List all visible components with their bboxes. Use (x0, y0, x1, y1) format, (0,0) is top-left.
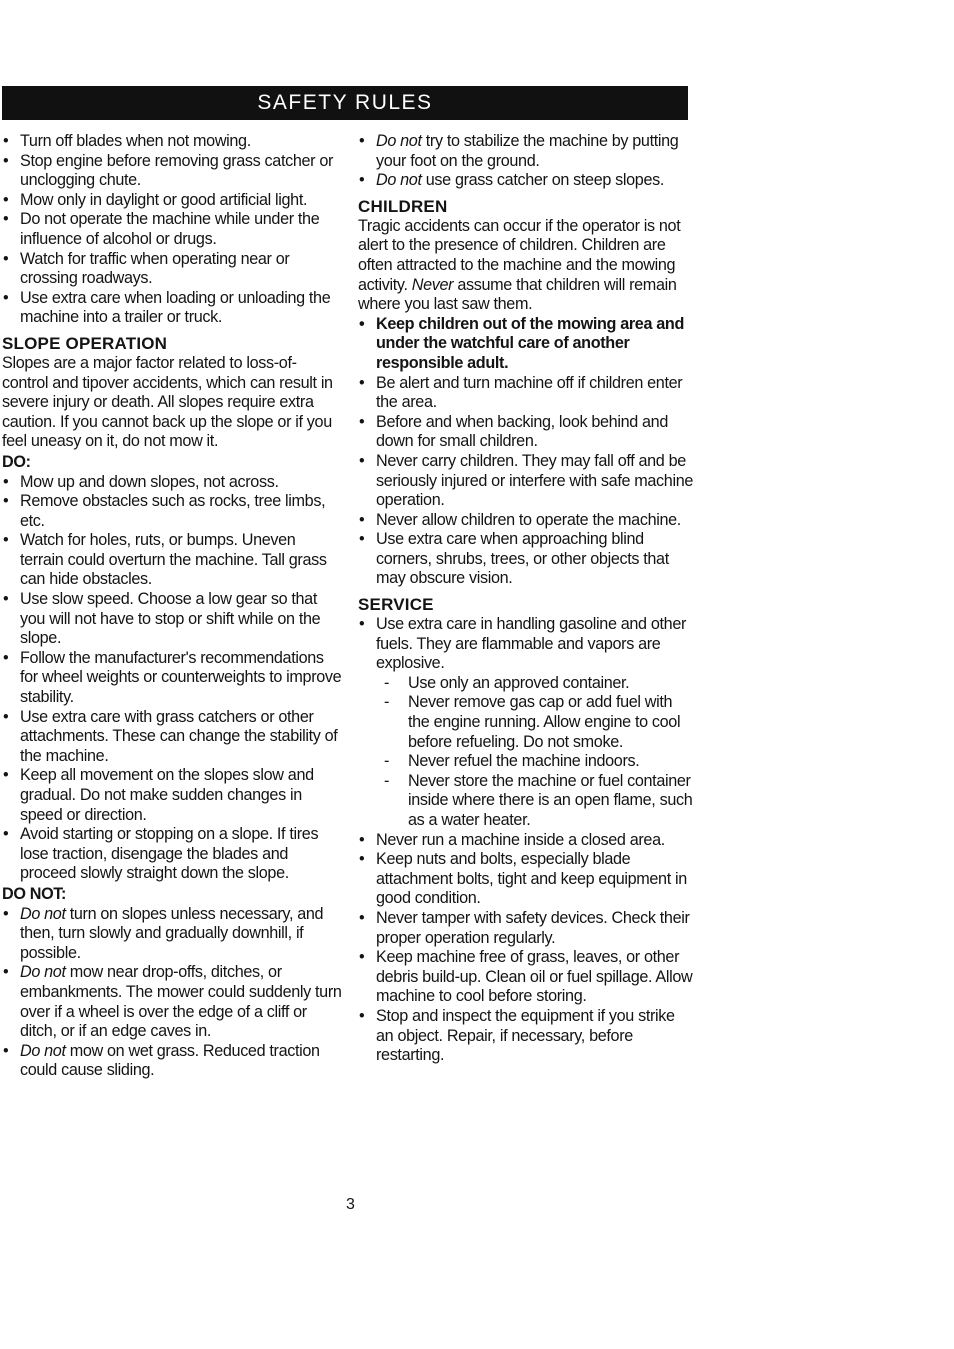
list-item: • Do not operate the machine while under the influence of alcohol or drugs. (2, 210, 342, 249)
list-item: • Turn off blades when not mowing. (2, 132, 342, 152)
do-list (2, 473, 342, 884)
children-paragraph (358, 217, 694, 315)
list-item: • Never run a machine inside a closed area. (358, 831, 694, 851)
list-item: • Follow the manufacturer's recommendations for wheel weights or counterweights to improve stability. (2, 649, 342, 708)
list-item: • Avoid starting or stopping on a slope. If tires lose traction, disengage the blades and proceed slowly straight down the slope. (2, 825, 342, 884)
sublist-item: - Never store the machine or fuel container inside where there is an open flame, such as a water heater. (382, 772, 694, 831)
left-column (2, 132, 342, 1081)
children-paragraph-end: assume that children will remain where you last saw them. (358, 275, 677, 314)
list-item (2, 1042, 342, 1081)
children-paragraph-main: Tragic accidents can occur if the operator is not alert to the presence of children. Children are often attracted to the machine and the mowing activity. (358, 216, 681, 294)
list-item: • Keep machine free of grass, leaves, or other debris build-up. Clean oil or fuel spillage. Allow machine to cool before storing. (358, 948, 694, 1007)
slope-operation-heading: SLOPE OPERATION (2, 333, 168, 353)
list-item-text: use grass catcher on steep slopes. (425, 171, 664, 190)
list-item (2, 963, 342, 1041)
do-not-heading: DO NOT: (2, 884, 67, 903)
list-item: • Stop engine before removing grass catcher or unclogging chute. (2, 152, 342, 191)
list-item: • Use extra care with grass catchers or other attachments. These can change the stability of the machine. (2, 708, 342, 767)
list-item: • Keep all movement on the slopes slow and gradual. Do not make sudden changes in speed or direction. (2, 766, 342, 825)
list-item-text: try to stabilize the machine by putting your foot on the ground. (376, 132, 679, 170)
service-heading: SERVICE (358, 595, 434, 615)
list-item (358, 615, 694, 831)
do-not-list (2, 905, 342, 1081)
list-item (358, 132, 694, 171)
list-item: • Be alert and turn machine off if children enter the area. (358, 374, 694, 413)
list-item: • Never allow children to operate the machine. (358, 511, 694, 531)
list-item: • Before and when backing, look behind and down for small children. (358, 413, 694, 452)
list-item-text: mow near drop-offs, ditches, or embankments. The mower could suddenly turn over if a wheel is over the edge of a cliff or ditch, or if an edge caves in. (20, 963, 342, 1041)
list-item: • Keep nuts and bolts, especially blade attachment bolts, tight and keep equipment in good condition. (358, 850, 694, 909)
list-item: • Mow only in daylight or good artificial light. (2, 191, 342, 211)
list-item-text: Use extra care in handling gasoline and other fuels. They are flammable and vapors are explosive. (376, 615, 687, 673)
list-item: • Never carry children. They may fall off and be seriously injured or interfere with safe machine operation. (358, 452, 694, 511)
list-item: • Watch for holes, ruts, or bumps. Uneven terrain could overturn the machine. Tall grass can hide obstacles. (2, 531, 342, 590)
do-heading: DO: (2, 452, 31, 471)
list-item-text: mow on wet grass. Reduced traction could cause sliding. (20, 1041, 320, 1080)
list-item: • Never tamper with safety devices. Check their proper operation regularly. (358, 909, 694, 948)
list-item (358, 171, 694, 191)
do-not-continued-list (358, 132, 694, 191)
list-item: • Mow up and down slopes, not across. (2, 473, 342, 493)
do-not-prefix: Do not (376, 132, 422, 150)
list-item (2, 905, 342, 964)
slope-paragraph: Slopes are a major factor related to loss-of-control and tipover accidents, which can result in severe injury or death. All slopes require extra caution. If you cannot back up the slope or if you feel uneasy on it, do not mow it. (2, 353, 333, 451)
sublist-item: - Never remove gas cap or add fuel with the engine running. Allow engine to cool before refueling. Do not smoke. (382, 693, 694, 752)
list-item: • Use extra care when approaching blind corners, shrubs, trees, or other objects that may obscure vision. (358, 530, 694, 589)
children-never: Never (411, 275, 454, 294)
section-banner (2, 86, 688, 120)
fuel-sublist (382, 674, 694, 831)
children-heading: CHILDREN (358, 196, 448, 216)
list-item: • Stop and inspect the equipment if you strike an object. Repair, if necessary, before restarting. (358, 1007, 694, 1066)
sublist-item: - Use only an approved container. (382, 674, 694, 694)
children-list (358, 315, 694, 589)
banner-title: SAFETY RULES (257, 91, 433, 114)
right-column (358, 132, 694, 1066)
do-not-prefix: Do not (20, 963, 66, 982)
intro-list (2, 132, 342, 328)
page-number: 3 (346, 1196, 355, 1213)
do-not-prefix: Do not (20, 1041, 66, 1060)
sublist-item: - Never refuel the machine indoors. (382, 752, 694, 772)
list-item: • Watch for traffic when operating near or crossing roadways. (2, 250, 342, 289)
list-item: • Remove obstacles such as rocks, tree limbs, etc. (2, 492, 342, 531)
list-item-text: turn on slopes unless necessary, and then, turn slowly and gradually downhill, if possible. (20, 904, 324, 962)
do-not-prefix: Do not (376, 171, 422, 190)
do-not-prefix: Do not (20, 904, 66, 923)
service-list (358, 615, 694, 1066)
list-item: • Keep children out of the mowing area and under the watchful care of another responsible adult. (358, 315, 694, 374)
list-item: • Use extra care when loading or unloading the machine into a trailer or truck. (2, 289, 342, 328)
list-item: • Use slow speed. Choose a low gear so that you will not have to stop or shift while on the slope. (2, 590, 342, 649)
